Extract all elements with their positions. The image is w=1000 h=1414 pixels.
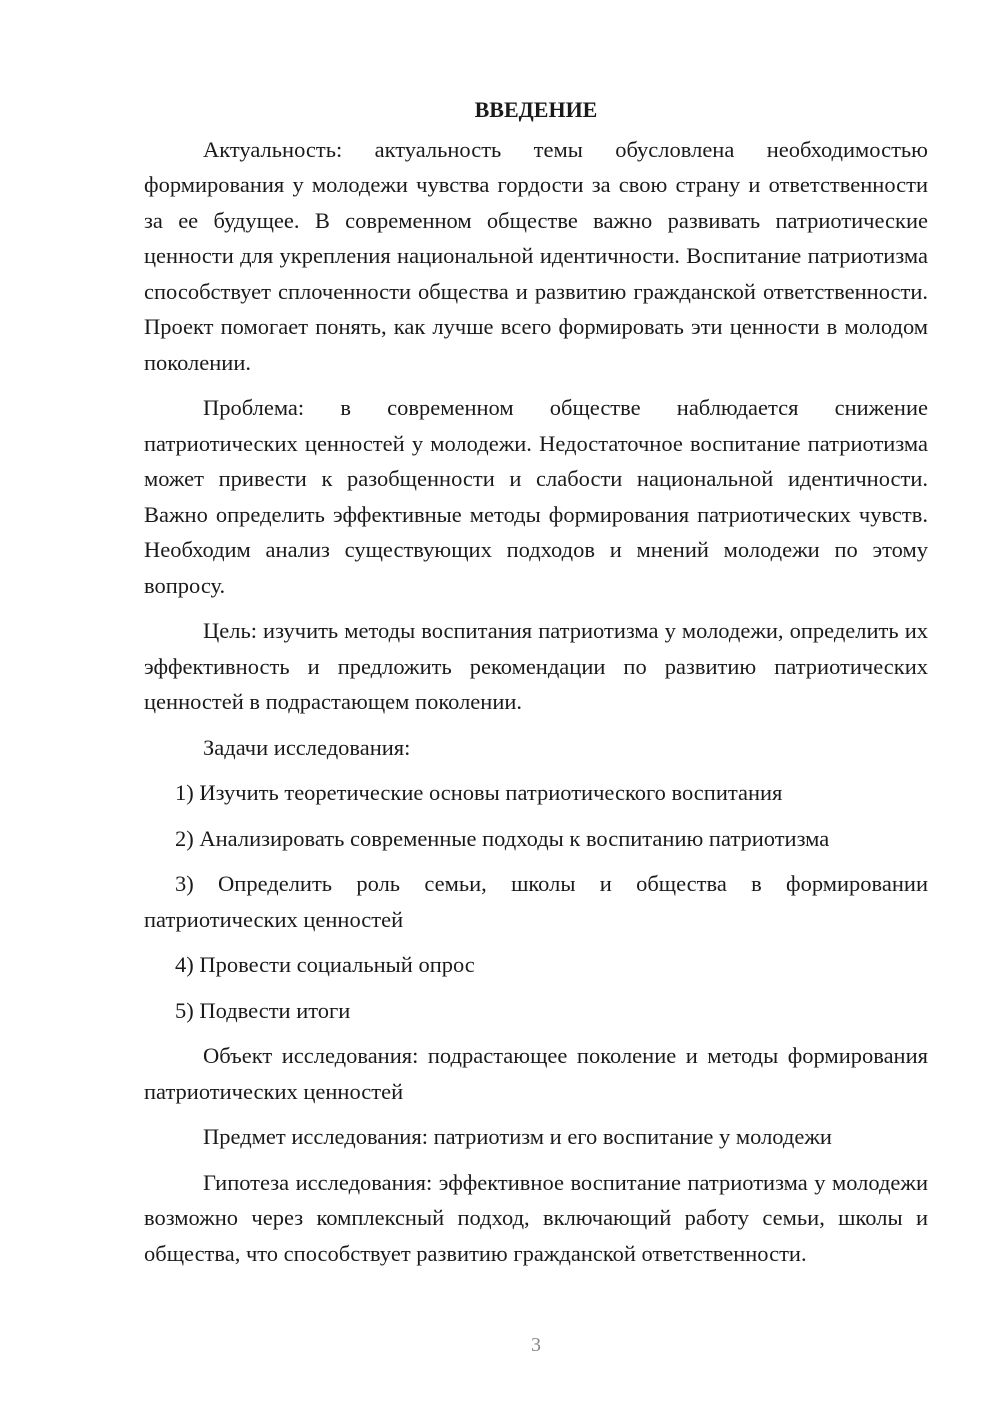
page-content bbox=[144, 92, 928, 1281]
page-title: ВВЕДЕНИЕ bbox=[474, 97, 598, 122]
list-item-task-2: 2) Анализировать современные подходы к воспитанию патриотизма bbox=[175, 825, 830, 851]
list-item-task-1: 1) Изучить теоретические основы патриотического воспитания bbox=[175, 780, 783, 805]
paragraph-hypothesis: Гипотеза исследования: эффективное воспитание патриотизма у молодежи возможно через комплексный подход, включающий работу семьи, школы и общества, что способствует развитию гражданской ответственности. bbox=[144, 1169, 928, 1266]
list-item-task-5: 5) Подвести итоги bbox=[175, 997, 351, 1023]
paragraph-object: Объект исследования: подрастающее поколение и методы формирования патриотических ценностей bbox=[144, 1043, 928, 1104]
paragraph-tasks-heading: Задачи исследования: bbox=[203, 734, 411, 760]
paragraph-relevance: Актуальность: актуальность темы обусловлена необходимостью формирования у молодежи чувства гордости за свою страну и ответственности за ее будущее. В современном обществе важно развивать патриотические ценности для укрепления национальной идентичности. Воспитание патриотизма способствует сплоченности общества и развитию гражданской ответственности. Проект помогает понять, как лучше всего формировать эти ценности в молодом поколении. bbox=[144, 136, 928, 375]
paragraph-problem: Проблема: в современном обществе наблюдается снижение патриотических ценностей у молодежи. Недостаточное воспитание патриотизма может привести к разобщенности и слабости национальной идентичности. Важно определить эффективные методы формирования патриотических чувств. Необходим анализ существующих подходов и мнений молодежи по этому вопросу. bbox=[144, 395, 928, 598]
list-item-task-3: 3) Определить роль семьи, школы и общества в формировании патриотических ценностей bbox=[144, 871, 928, 932]
paragraph-subject: Предмет исследования: патриотизм и его воспитание у молодежи bbox=[203, 1124, 832, 1149]
list-item-task-4: 4) Провести социальный опрос bbox=[175, 952, 475, 977]
paragraph-goal: Цель: изучить методы воспитания патриотизма у молодежи, определить их эффективность и предложить рекомендации по развитию патриотических ценностей в подрастающем поколении. bbox=[144, 618, 928, 714]
page-number: 3 bbox=[531, 1334, 541, 1356]
